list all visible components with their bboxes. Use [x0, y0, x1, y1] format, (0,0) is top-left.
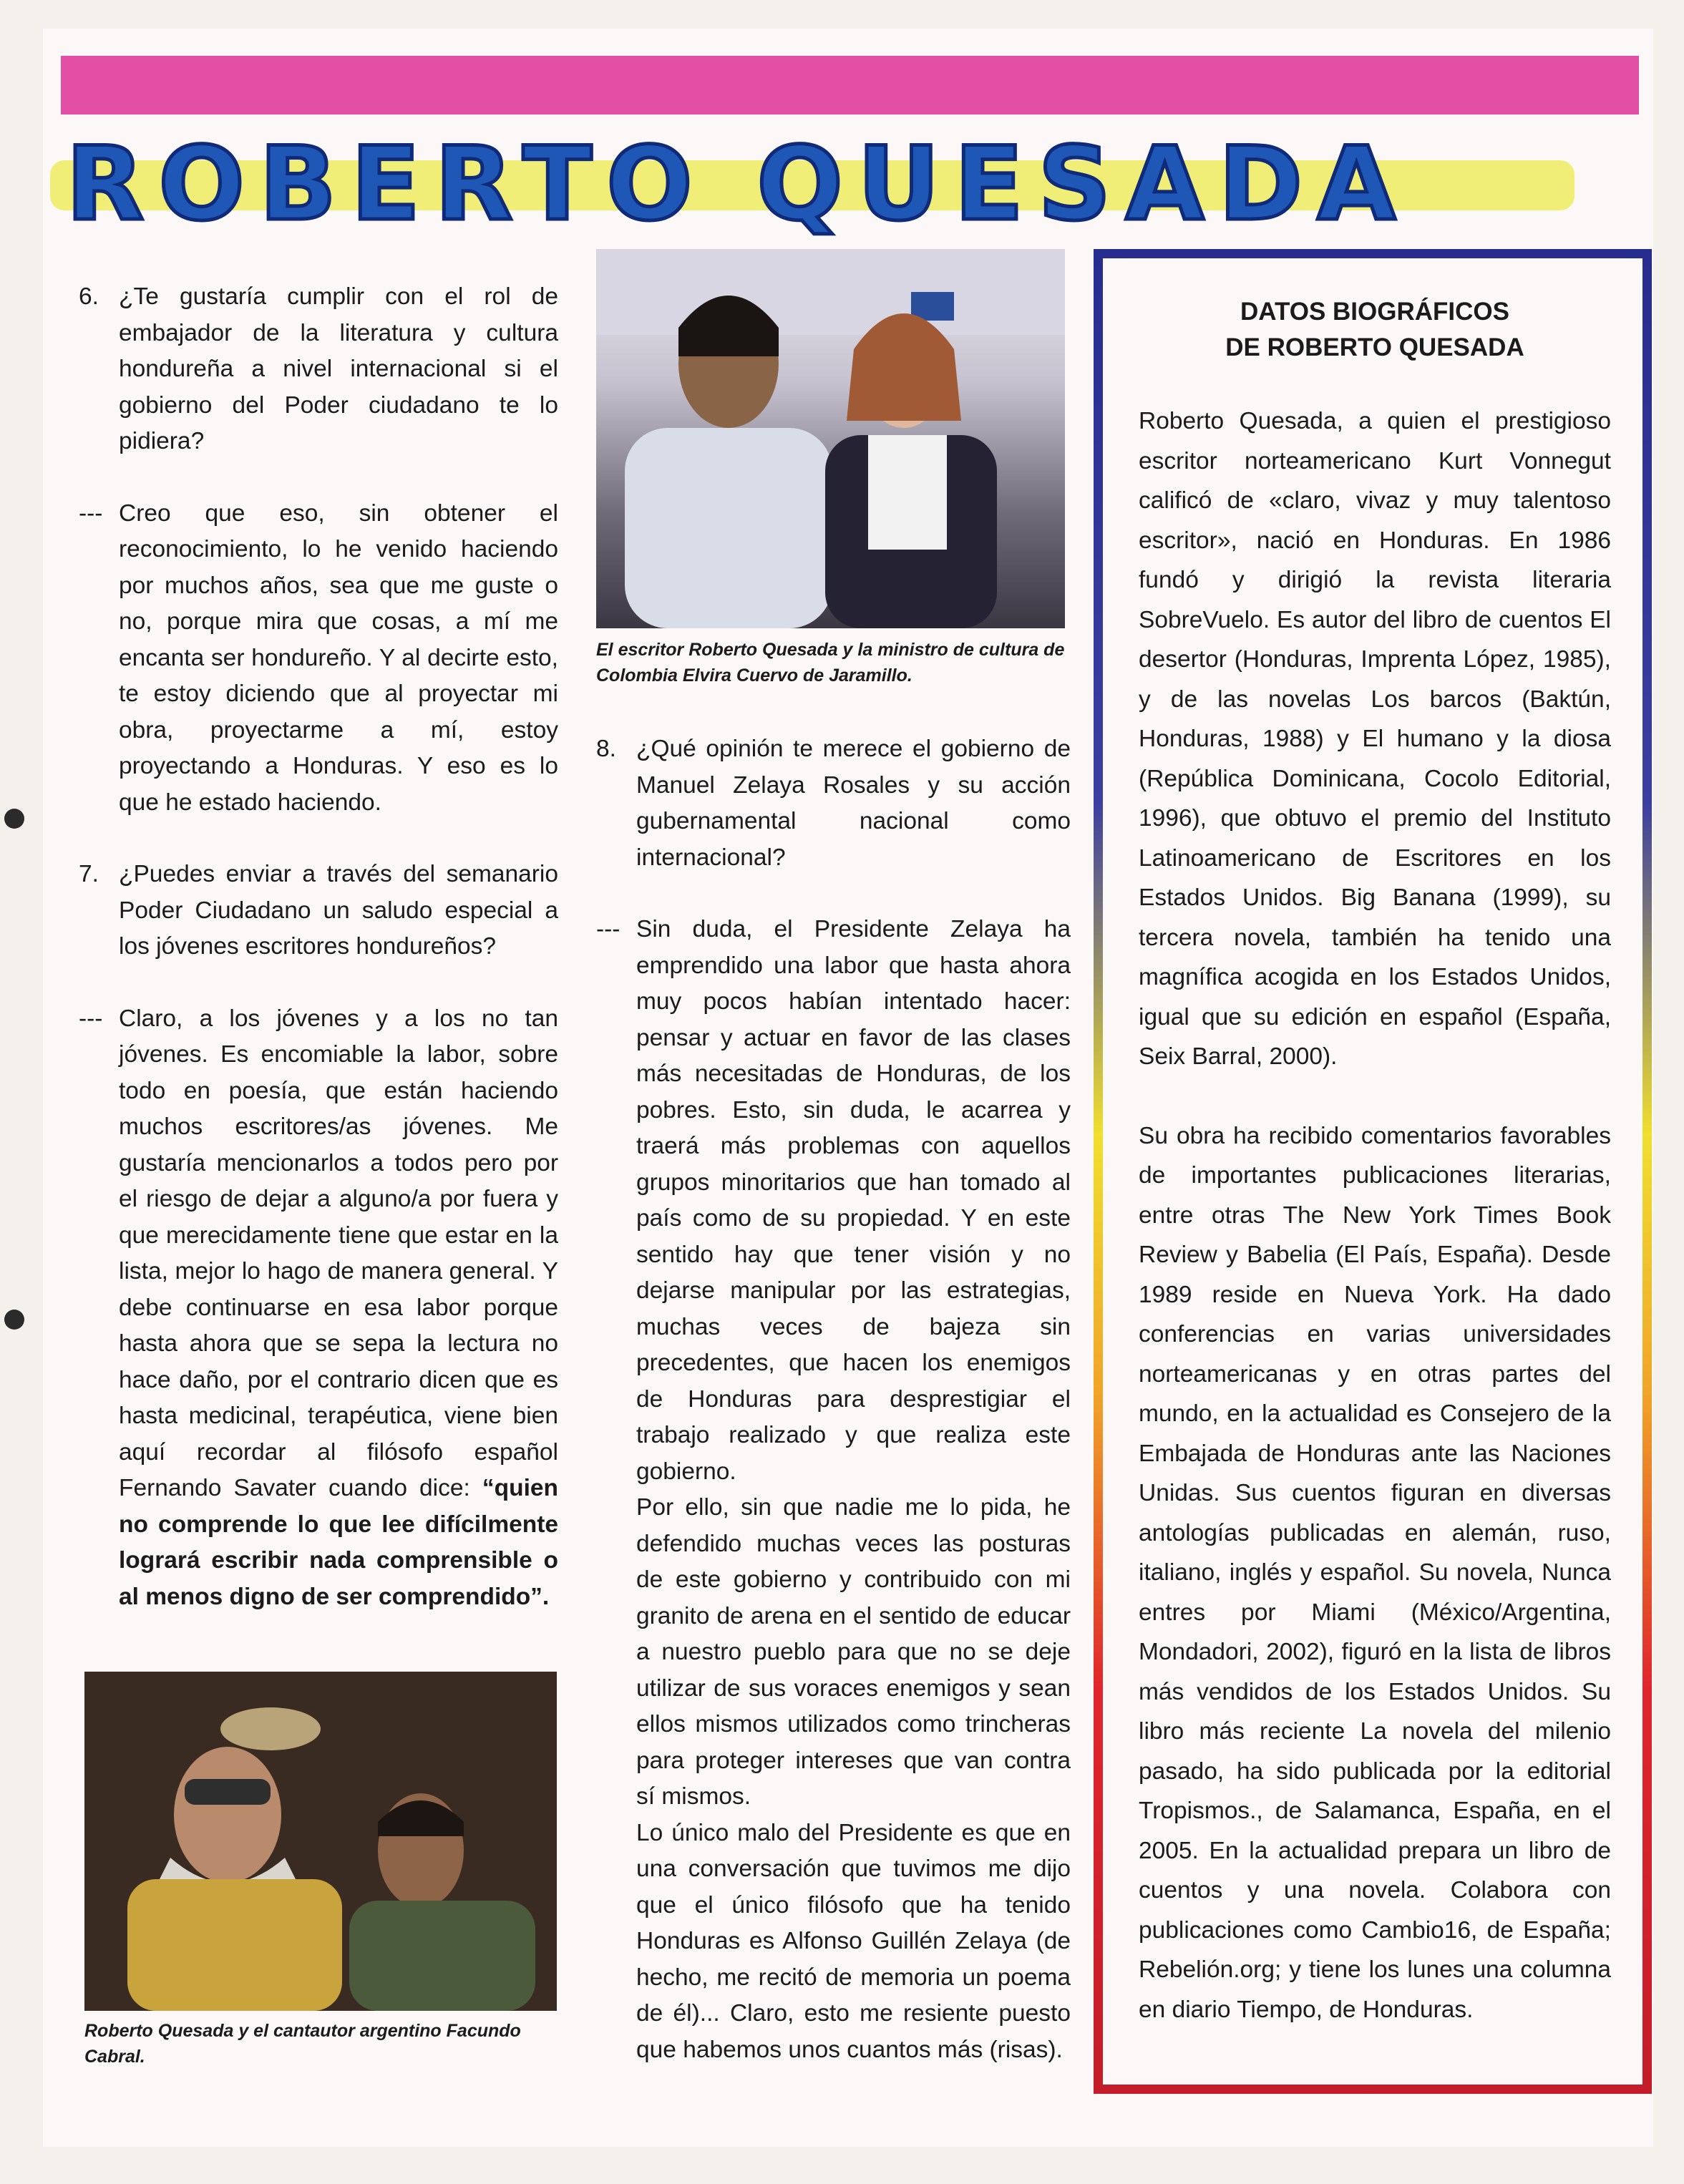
- title-block: [50, 120, 1617, 249]
- question-marker: 8.: [596, 736, 616, 762]
- savater-quote: “quien no comprende lo que lee difícilmente logrará escribir nada comprensible o al menos digno de ser comprendido”.: [119, 1475, 558, 1610]
- question-marker: 6.: [79, 283, 99, 310]
- question-6: [79, 279, 558, 460]
- photo-quesada-and-cabral: [84, 1672, 557, 2011]
- answer-text: [636, 912, 1071, 2068]
- answer-marker: ---: [79, 1005, 103, 1032]
- biography-content: [1139, 294, 1611, 2029]
- answer-paragraph: Lo único malo del Presidente es que en una conversación que tuvimos me dijo que el único filósofo que ha tenido Honduras es Alfonso Guillén Zelaya (de hecho, me recitó de memoria un poema de él)... Claro, esto me resiente puesto que habemos unos cuantos más (risas).: [636, 1819, 1071, 2063]
- question-8: [596, 731, 1071, 876]
- answer-8: [596, 912, 1071, 2068]
- middle-column: [596, 731, 1071, 2068]
- question-marker: 7.: [79, 861, 99, 887]
- answer-7: [79, 1001, 558, 1616]
- answer-marker: ---: [79, 499, 103, 527]
- biography-paragraph: Roberto Quesada, a quien el prestigioso escritor norteamericano Kurt Vonnegut calificó de «claro, vivaz y muy talentoso escritor», nació en Honduras. En 1986 fundó y dirigió la revista literaria SobreVuelo. Es autor del libro de cuentos El desertor (Honduras, Imprenta López, 1985), y de las novelas Los barcos (Baktún, Honduras, 1988) y El humano y la diosa (República Dominicana, Cocolo Editorial, 1996), que obtuvo el premio del Instituto Latinoamericano de Escritores en los Estados Unidos. Big Banana (1999), su tercera novela, también ha tenido una magnífica acogida en los Estados Unidos, igual que su edición en español (España, Seix Barral, 2000).: [1139, 408, 1611, 1070]
- left-column: [79, 279, 558, 1615]
- biography-title-line: DE ROBERTO QUESADA: [1225, 333, 1524, 361]
- biography-paragraph: Su obra ha recibido comentarios favorables de importantes publicaciones literarias, entre otras The New York Times Book Review y Babelia (El País, España). Desde 1989 reside en Nueva York. Ha dado conferencias en varias universidades norteamericanas y en otras partes del mundo, en la actualidad es Consejero de la Embajada de Honduras ante las Naciones Unidas. Sus cuentos figuran en diversas antologías publicadas en alemán, ruso, italiano, inglés y español. Su novela, Nunca entres por Miami (México/Argentina, Mondadori, 2002), figuró en la lista de libros más vendidos de los Estados Unidos. Su libro más reciente La novela del milenio pasado, ha sido publicada por la editorial Tropismos., de Salamanca, España, en el 2005. En la actualidad prepara un libro de cuentos y una novela. Colabora con publicaciones como Cambio16, de España; Rebelión.org; y tiene los lunes una columna en diario Tiempo, de Honduras.: [1139, 1122, 1611, 2023]
- answer-marker: ---: [596, 916, 620, 942]
- photo-quesada-and-minister: [596, 249, 1065, 628]
- question-text: ¿Te gustaría cumplir con el rol de embajador de la literatura y cultura hondureña a nivel internacional si el gobierno del Poder ciudadano te lo pidiera?: [119, 283, 558, 454]
- answer-paragraph: Por ello, sin que nadie me lo pida, he defendido muchas veces las posturas de este gobierno y contribuido con mi granito de arena en el sentido de educar a nuestro pueblo para que no se deje utilizar de sus voraces enemigos y sean ellos mismos utilizados como trincheras para proteger intereses que van contra sí mismos.: [636, 1494, 1071, 1810]
- answer-body: Claro, a los jóvenes y a los no tan jóvenes. Es encomiable la labor, sobre todo en poesía, que están haciendo muchos escritores/as jóvenes. Me gustaría mencionarlos a todos pero por el riesgo de dejar a alguno/a por fuera y que merecidamente tiene que estar en la lista, mejor lo hago de manera general. Y debe continuarse en esa labor porque hasta ahora que se sepa la lectura no hace daño, por el contrario dicen que es hasta medicinal, terapéutica, viene bien aquí recordar al filósofo español Fernando Savater cuando dice:: [119, 1005, 558, 1501]
- answer-paragraph: Sin duda, el Presidente Zelaya ha emprendido una labor que hasta ahora muy pocos habían intentado hacer: pensar y actuar en favor de las clases más necesitadas de Honduras, de los pobres. Esto, sin duda, le acarrea y traerá más problemas con aquellos grupos minoritarios que han tomado al país como de su propiedad. Y en este sentido hay que tener visión y no dejarse manipular por las estrategias, muchas veces de bajeza sin precedentes, que hacen los enemigos de Honduras para desprestigiar el trabajo realizado y que realiza este gobierno.: [636, 916, 1071, 1485]
- photo-bottom-caption: Roberto Quesada y el cantautor argentino Facundo Cabral.: [84, 2021, 521, 2067]
- photo-illustration: [596, 249, 1065, 628]
- question-7: [79, 857, 558, 965]
- binder-hole: [4, 1310, 24, 1330]
- page-title: ROBERTO QUESADA: [66, 125, 1411, 243]
- question-text: ¿Qué opinión te merece el gobierno de Manuel Zelaya Rosales y su acción gubernamental nacional como internacional?: [636, 736, 1071, 871]
- answer-6: [79, 496, 558, 822]
- biography-title: [1139, 294, 1611, 366]
- answer-text: Creo que eso, sin obtener el reconocimiento, lo he venido haciendo por muchos años, sea que me guste o no, porque mira que cosas, a mí me encanta ser hondureño. Y al decirte esto, te estoy diciendo que al proyectar mi obra, proyectarme a mí, estoy proyectando a Honduras. Y eso es lo que he estado haciendo.: [119, 499, 558, 816]
- photo-top-caption: El escritor Roberto Quesada y la ministro de cultura de Colombia Elvira Cuervo de Jaramillo.: [596, 640, 1065, 686]
- photo-illustration: [84, 1672, 557, 2011]
- binder-hole: [4, 809, 24, 829]
- biography-box: [1094, 249, 1652, 2094]
- question-text: ¿Puedes enviar a través del semanario Poder Ciudadano un saludo especial a los jóvenes escritores hondureños?: [119, 861, 558, 960]
- pink-header-band: [61, 56, 1639, 114]
- answer-text: [119, 1001, 558, 1616]
- biography-title-line: DATOS BIOGRÁFICOS: [1240, 298, 1509, 326]
